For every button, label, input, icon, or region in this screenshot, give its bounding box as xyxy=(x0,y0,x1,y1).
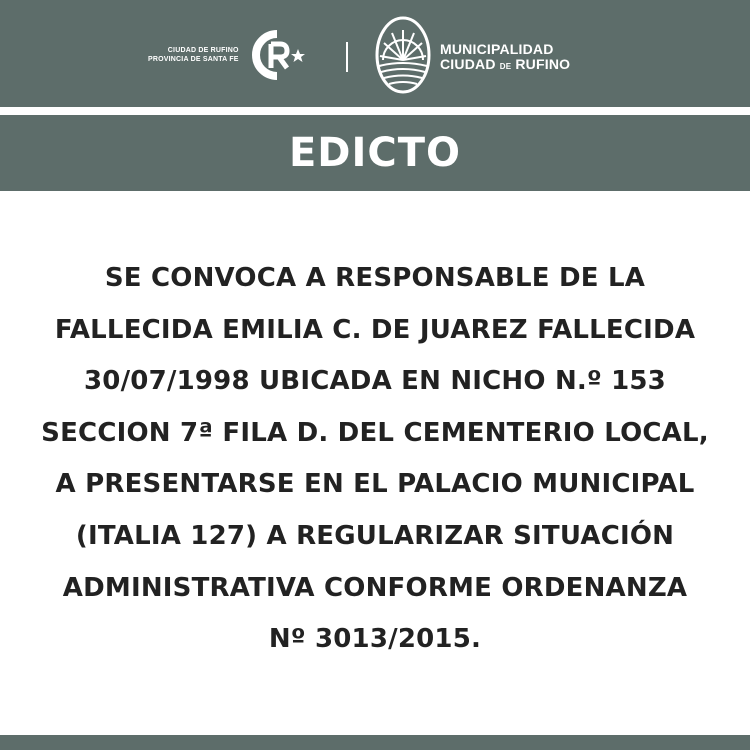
city-logo-text xyxy=(148,46,239,64)
body-line: (ITALIA 127) A REGULARIZAR SITUACIÓN xyxy=(75,520,675,551)
de-word: DE xyxy=(499,62,512,71)
municipality-city-line xyxy=(440,57,570,74)
footer-bar xyxy=(0,735,750,750)
body-line: A PRESENTARSE EN EL PALACIO MUNICIPAL xyxy=(55,469,695,500)
body-line: 30/07/1998 UBICADA EN NICHO N.º 153 xyxy=(84,366,666,397)
body-line: SECCION 7ª FILA D. DEL CEMENTERIO LOCAL, xyxy=(41,417,709,448)
body-line: ADMINISTRATIVA CONFORME ORDENANZA xyxy=(62,572,688,603)
title-bar xyxy=(0,115,750,191)
edict-body xyxy=(10,253,740,666)
city-name: CIUDAD DE RUFINO xyxy=(167,47,239,54)
page-title: EDICTO xyxy=(288,130,462,176)
rufino-r-star-icon xyxy=(247,28,307,82)
rufino-word: RUFINO xyxy=(515,56,571,72)
rufino-city-logo xyxy=(148,28,307,82)
header-bar xyxy=(0,0,750,107)
logo-divider xyxy=(346,42,348,72)
body-line: SE CONVOCA A RESPONSABLE DE LA xyxy=(104,263,646,293)
body-line: FALLECIDA EMILIA C. DE JUAREZ FALLECIDA xyxy=(54,314,696,345)
municipal-crest-icon xyxy=(375,16,431,94)
municipality-logo-text xyxy=(440,42,570,74)
province-name: PROVINCIA DE SANTA FE xyxy=(148,56,239,63)
body-line: Nº 3013/2015. xyxy=(268,624,482,655)
city-word: CIUDAD xyxy=(440,56,496,72)
municipality-label: MUNICIPALIDAD xyxy=(440,41,554,57)
separator-line xyxy=(0,107,750,115)
